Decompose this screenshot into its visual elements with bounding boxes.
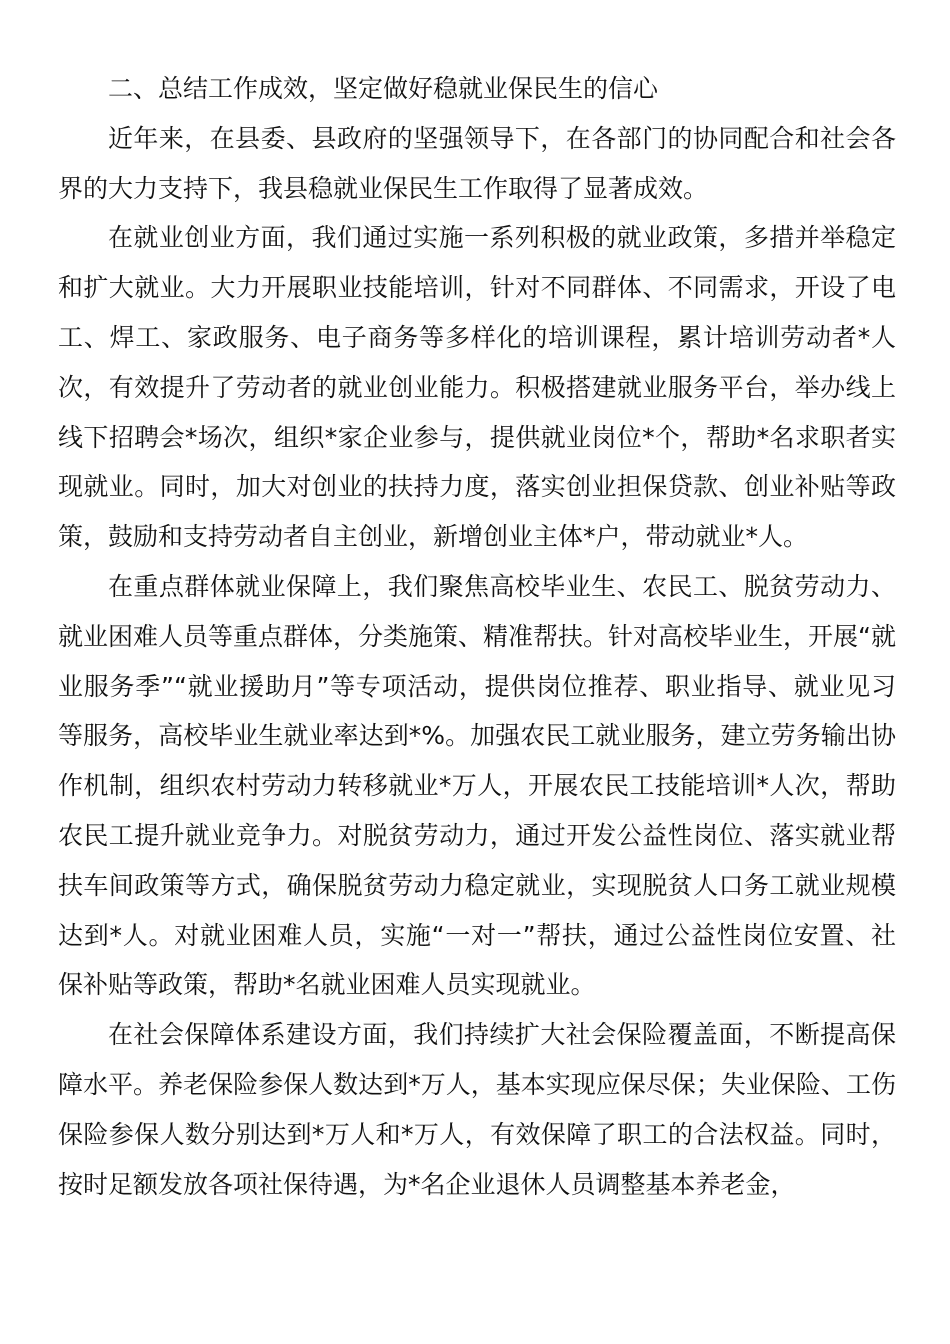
- document-body: [58, 64, 896, 1209]
- paragraph-social-security: 在社会保障体系建设方面，我们持续扩大社会保险覆盖面，不断提高保障水平。养老保险参保人数达到*万人，基本实现应保尽保；失业保险、工伤保险参保人数分别达到*万人和*万人，有效保障了职工的合法权益。同时，按时足额发放各项社保待遇，为*名企业退休人员调整基本养老金，: [58, 1020, 896, 1199]
- paragraph-intro: 近年来，在县委、县政府的坚强领导下，在各部门的协同配合和社会各界的大力支持下，我县稳就业保民生工作取得了显著成效。: [58, 123, 896, 203]
- paragraph-employment-entrepreneurship: 在就业创业方面，我们通过实施一系列积极的就业政策，多措并举稳定和扩大就业。大力开展职业技能培训，针对不同群体、不同需求，开设了电工、焊工、家政服务、电子商务等多样化的培训课程，累计培训劳动者*人次，有效提升了劳动者的就业创业能力。积极搭建就业服务平台，举办线上线下招聘会*场次，组织*家企业参与，提供就业岗位*个，帮助*名求职者实现就业。同时，加大对创业的扶持力度，落实创业担保贷款、创业补贴等政策，鼓励和支持劳动者自主创业，新增创业主体*户，带动就业*人。: [58, 223, 896, 552]
- paragraph-key-groups: 在重点群体就业保障上，我们聚焦高校毕业生、农民工、脱贫劳动力、就业困难人员等重点群体，分类施策、精准帮扶。针对高校毕业生，开展“就业服务季”“就业援助月”等专项活动，提供岗位推荐、职业指导、就业见习等服务，高校毕业生就业率达到*%。加强农民工就业服务，建立劳务输出协作机制，组织农村劳动力转移就业*万人，开展农民工技能培训*人次，帮助农民工提升就业竞争力。对脱贫劳动力，通过开发公益性岗位、落实就业帮扶车间政策等方式，确保脱贫劳动力稳定就业，实现脱贫人口务工就业规模达到*人。对就业困难人员，实施“一对一”帮扶，通过公益性岗位安置、社保补贴等政策，帮助*名就业困难人员实现就业。: [58, 571, 896, 1000]
- section-heading: 二、总结工作成效，坚定做好稳就业保民生的信心: [108, 74, 659, 103]
